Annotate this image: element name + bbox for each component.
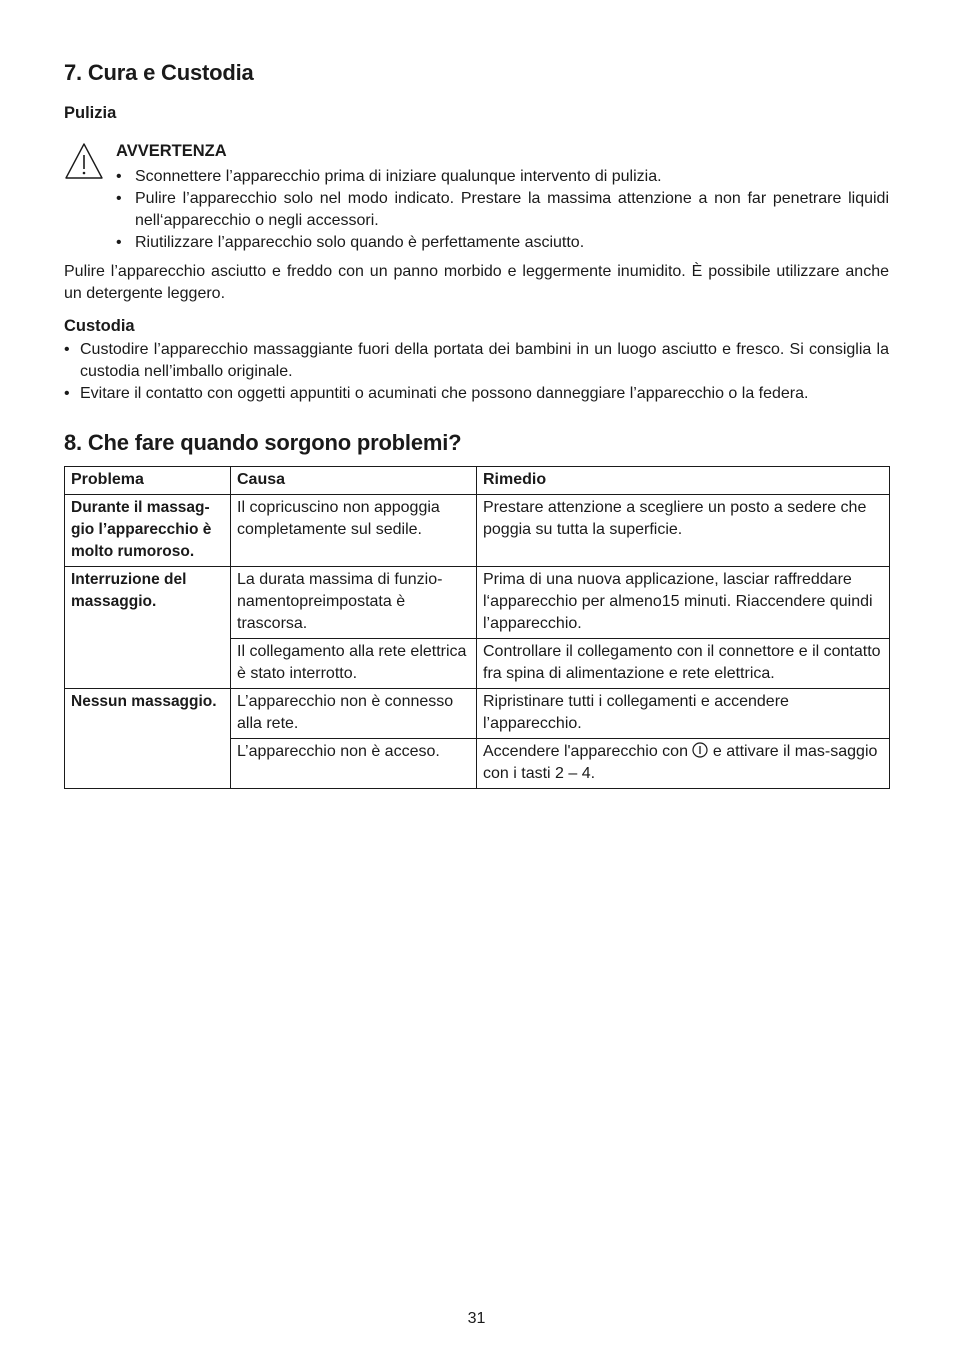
header-remedy: Rimedio — [477, 467, 890, 495]
problem-cell: Interruzione del massaggio. — [65, 567, 231, 689]
section-title-care-storage: 7. Cura e Custodia — [64, 60, 254, 85]
warning-triangle-icon — [64, 142, 104, 180]
power-icon — [692, 742, 708, 758]
page-number: 31 — [467, 1310, 486, 1327]
table-row — [65, 567, 890, 639]
warning-item: • Pulire l’apparecchio solo nel modo indicato. Prestare la massima attenzione a non far penetrare liquidi nell‘apparecchio o negli accessori. — [116, 188, 889, 232]
remedy-cell: Prima di una nuova applicazione, lasciar raffreddare l‘apparecchio per almeno15 minuti. Riaccendere quindi l’apparecchio. — [477, 567, 890, 639]
table-row — [65, 689, 890, 739]
table-row — [65, 495, 890, 567]
table-header-row — [65, 467, 890, 495]
header-cause: Causa — [231, 467, 477, 495]
remedy-cell: Controllare il collegamento con il connettore e il contatto fra spina di alimentazione e rete elettrica. — [477, 639, 890, 689]
storage-item: • Evitare il contatto con oggetti appuntiti o acuminati che possono danneggiare l’apparecchio o la federa. — [64, 383, 889, 405]
cause-cell: Il copricuscino non appoggia completamente sul sedile. — [231, 495, 477, 567]
storage-item: • Custodire l’apparecchio massaggiante fuori della portata dei bambini in un luogo asciutto e fresco. Si consiglia la custodia nell’imballo originale. — [64, 339, 889, 383]
problem-cell: Durante il massag-gio l’apparecchio è molto rumoroso. — [65, 495, 231, 567]
storage-heading: Custodia — [64, 317, 135, 335]
storage-list — [64, 339, 889, 405]
section-title-troubleshooting: 8. Che fare quando sorgono problemi? — [64, 430, 462, 455]
troubleshooting-table — [64, 466, 890, 789]
warning-item: • Riutilizzare l’apparecchio solo quando è perfettamente asciutto. — [116, 232, 889, 254]
cause-cell: Il collegamento alla rete elettrica è stato interrotto. — [231, 639, 477, 689]
cause-cell: La durata massima di funzio-namentopreimpostata è trascorsa. — [231, 567, 477, 639]
remedy-text-after: e attivare il mas-saggio con i tasti 2 – 4. — [483, 743, 878, 782]
cleaning-text: Pulire l’apparecchio asciutto e freddo con un panno morbido e leggermente inumidito. È possibile utilizzare anche un detergente leggero. — [64, 263, 889, 302]
remedy-cell — [477, 739, 890, 789]
remedy-text-before: Accendere l'apparecchio con — [483, 743, 688, 760]
cause-cell: L’apparecchio non è acceso. — [231, 739, 477, 789]
remedy-cell: Ripristinare tutti i collegamenti e accendere l’apparecchio. — [477, 689, 890, 739]
header-problem: Problema — [65, 467, 231, 495]
cause-cell: L’apparecchio non è connesso alla rete. — [231, 689, 477, 739]
warning-item: • Sconnettere l’apparecchio prima di iniziare qualunque intervento di pulizia. — [116, 166, 889, 188]
warning-label: AVVERTENZA — [116, 142, 227, 160]
warning-list — [116, 166, 889, 254]
problem-cell: Nessun massaggio. — [65, 689, 231, 789]
cleaning-heading: Pulizia — [64, 104, 117, 122]
remedy-cell: Prestare attenzione a scegliere un posto a sedere che poggia su tutta la superficie. — [477, 495, 890, 567]
